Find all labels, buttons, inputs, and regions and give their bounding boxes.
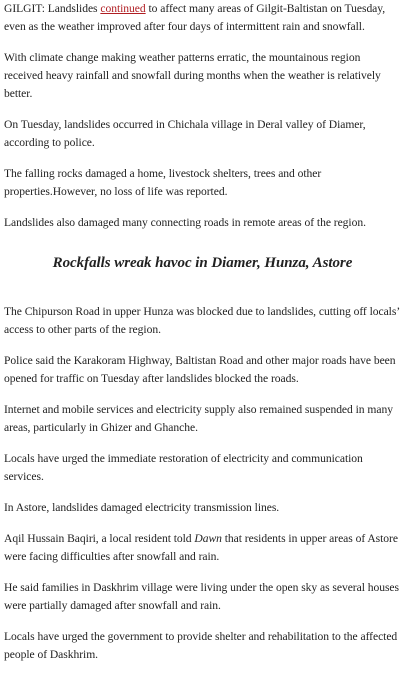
paragraph-damage: The falling rocks damaged a home, livestock shelters, trees and other properties.However, no loss of life was reported.: [4, 167, 322, 198]
paragraph-highway: Police said the Karakoram Highway, Baltistan Road and other major roads have been opened for traffic on Tuesday after landslides blocked the roads.: [4, 354, 396, 385]
paragraph-restoration: Locals have urged the immediate restoration of electricity and communication services.: [4, 452, 363, 483]
paragraph-services: Internet and mobile services and electricity supply also remained suspended in many areas, particularly in Ghizer and Ghanche.: [4, 403, 393, 434]
paragraph-climate: With climate change making weather patterns erratic, the mountainous region received heavy rainfall and snowfall during months when the weather is relatively better.: [4, 51, 381, 100]
paragraph-baqiri-text-end: that residents in upper areas of Astore were facing difficulties after snowfall and rain.: [4, 532, 398, 563]
paragraph-intro-text-end: to affect many areas of Gilgit-Baltistan on Tuesday, even as the weather improved after four days of intermittent rain and snowfall.: [4, 2, 386, 33]
section-subheading: Rockfalls wreak havoc in Diamer, Hunza, Astore: [52, 255, 353, 271]
article-body: [4, 0, 401, 677]
paragraph-baqiri: [4, 530, 401, 566]
paragraph-chipurson: The Chipurson Road in upper Hunza was blocked due to landslides, cutting off locals’ access to other parts of the region.: [4, 305, 400, 336]
paragraph-chichala: On Tuesday, landslides occurred in Chichala village in Deral valley of Diamer, according to police.: [4, 118, 366, 149]
paragraph-intro: [4, 0, 401, 36]
paragraph-baqiri-text-start: Aqil Hussain Baqiri, a local resident told: [4, 532, 195, 545]
paragraph-daskhrim: He said families in Daskhrim village were living under the open sky as several houses were partially damaged after snowfall and rain.: [4, 581, 399, 612]
paragraph-roads: Landslides also damaged many connecting roads in remote areas of the region.: [4, 216, 366, 229]
paragraph-shelter: Locals have urged the government to provide shelter and rehabilitation to the affected people of Daskhrim.: [4, 630, 398, 661]
paragraph-astore: In Astore, landslides damaged electricity transmission lines.: [4, 501, 280, 514]
continued-link[interactable]: continued: [100, 2, 146, 15]
publication-name: Dawn: [194, 532, 222, 545]
paragraph-intro-text-start: GILGIT: Landslides: [4, 2, 101, 15]
